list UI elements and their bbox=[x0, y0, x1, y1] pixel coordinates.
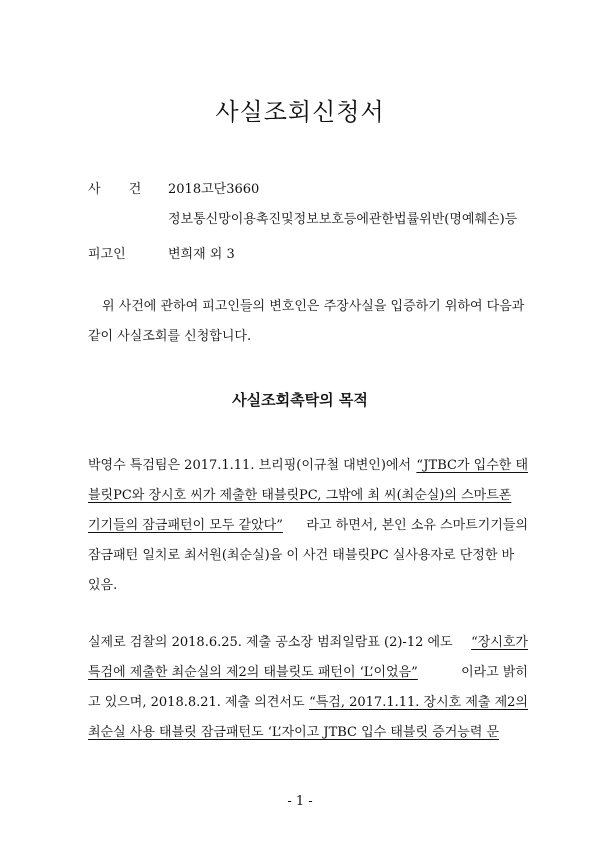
section-title: 사실조회촉탁의 목적 bbox=[232, 391, 368, 409]
paragraph-line: 있음. bbox=[88, 578, 118, 593]
case-number: 2018고단3660 bbox=[168, 182, 260, 197]
paragraph-line: 고 있으며, 2018.8.21. 제출 의견서도 “특검, 2017.1.11. 장시호 제출 제2의 bbox=[88, 695, 528, 710]
case-name: 정보통신망이용촉진및정보보호등에관한법률위반(명예훼손)등 bbox=[168, 212, 518, 227]
paragraph-line: 기기들의 잠금패턴이 모두 같았다” 라고 하면서, 본인 소유 스마트기기들의 bbox=[88, 518, 528, 533]
paragraph-line: 최순실 사용 태블릿 잠금패턴도 ‘L’자이고 JTBC 입수 태블릿 증거능력 문 bbox=[88, 725, 500, 740]
paragraph-line: 실제로 검찰의 2018.6.25. 제출 공소장 범죄일람표 (2)-12 에도 “장시호가 bbox=[88, 635, 528, 650]
document-title: 사실조회신청서 bbox=[215, 98, 385, 126]
paragraph-2 bbox=[88, 628, 528, 748]
paragraph-line: 잠금패턴 일치로 최서원(최순실)을 이 사건 태블릿PC 실사용자로 단정한 바 bbox=[88, 548, 515, 563]
page-number: - 1 - bbox=[287, 794, 313, 809]
paragraph-line: 특검에 제출한 최순실의 제2의 태블릿도 패턴이 ‘L’이었음” 이라고 밝히 bbox=[88, 665, 528, 680]
paragraph-1 bbox=[88, 451, 528, 601]
case-label: 사 건 bbox=[88, 182, 154, 197]
paragraph-line: 박영수 특검팀은 2017.1.11. 브리핑(이규철 대변인)에서 “JTBC가 입수한 태 bbox=[88, 458, 528, 473]
defendant-label: 피고인 bbox=[88, 247, 126, 262]
paragraph-line: 블릿PC와 장시호 씨가 제출한 태블릿PC, 그밖에 최 씨(최순실)의 스마트폰 bbox=[88, 488, 512, 503]
intro-paragraph: 위 사건에 관하여 피고인들의 변호인은 주장사실을 입증하기 위하여 다음과 같이 사실조회를 신청합니다. bbox=[88, 299, 525, 344]
defendant-value: 변희재 외 3 bbox=[168, 247, 235, 262]
